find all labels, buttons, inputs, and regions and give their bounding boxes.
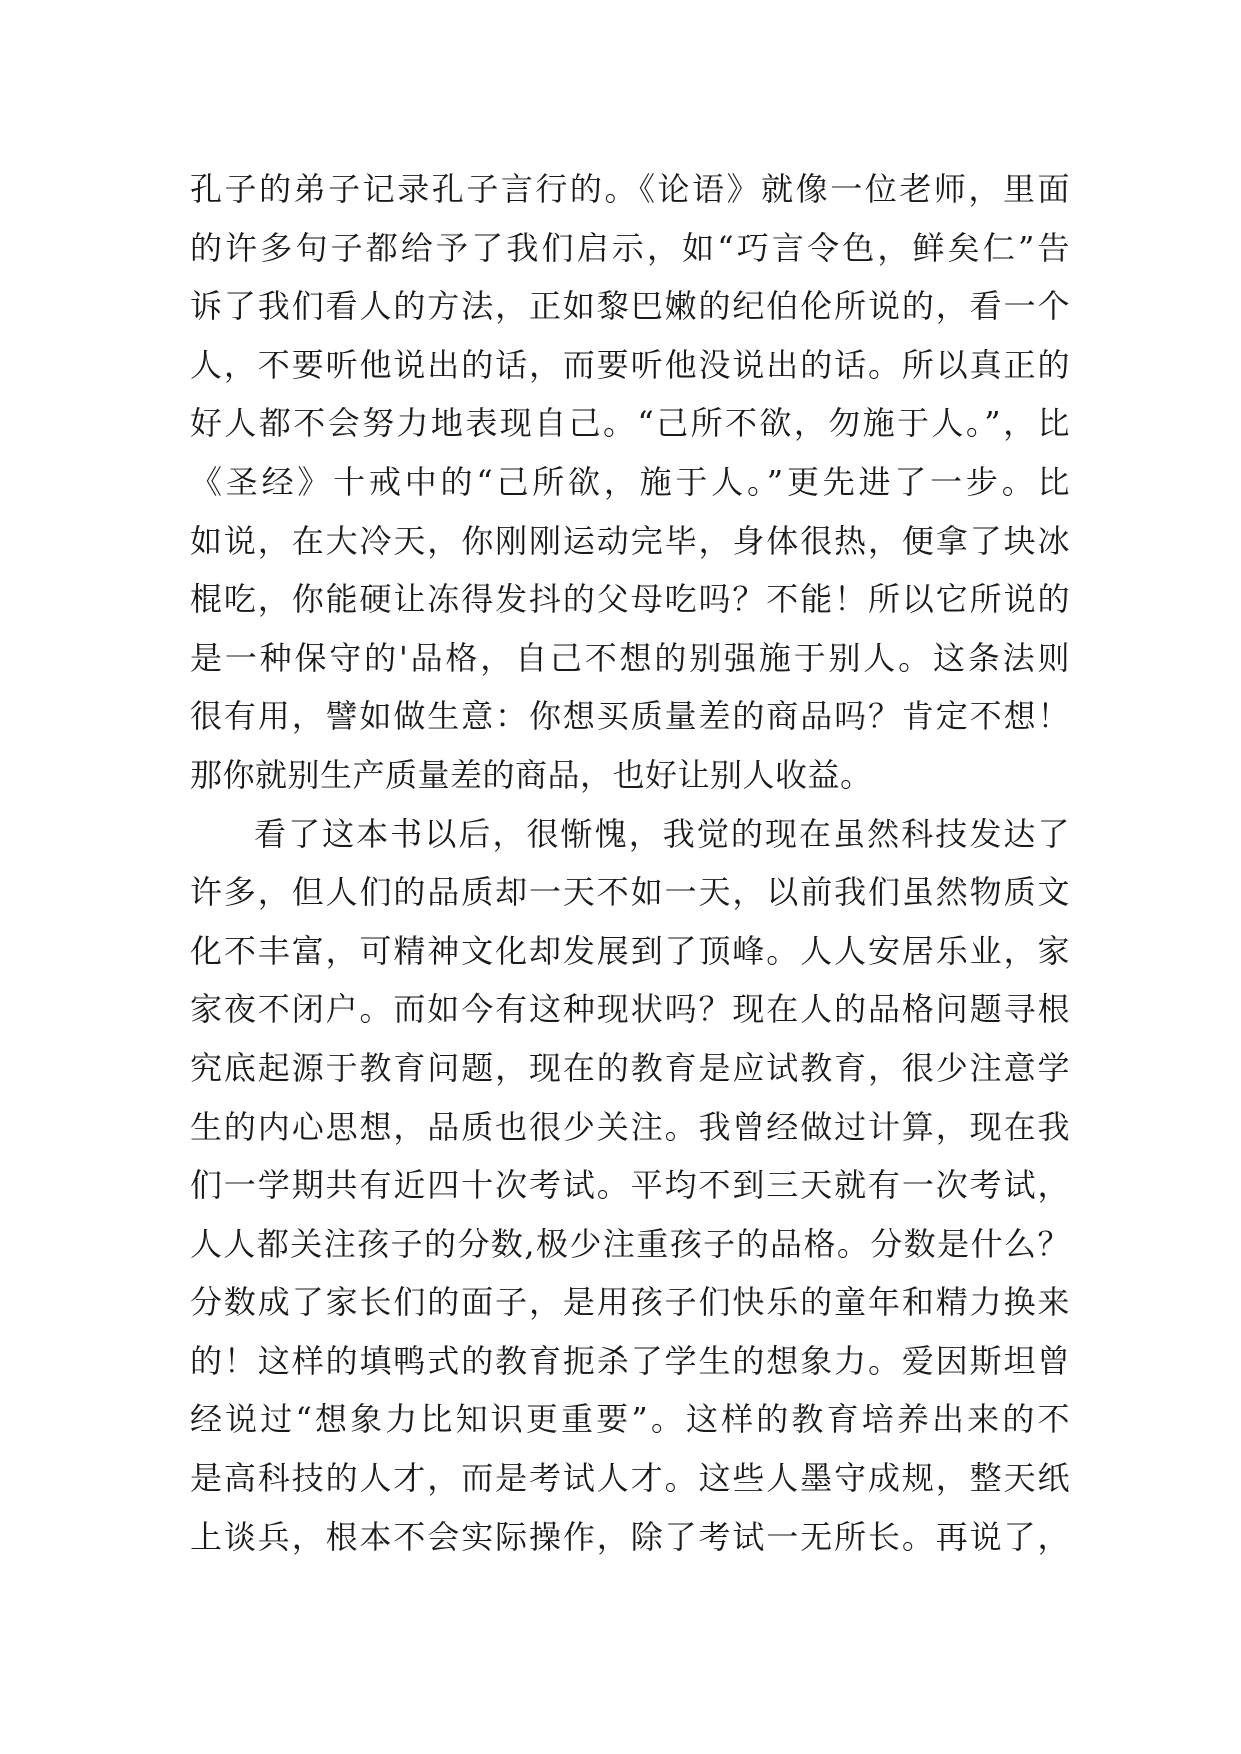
text-line: 的许多句子都给予了我们启示，如“巧言令色，鲜矣仁”告 — [190, 228, 1070, 267]
text-line: 究底起源于教育问题，现在的教育是应试教育，很少注意学 — [190, 1048, 1070, 1087]
text-line: 人人都关注孩子的分数,极少注重孩子的品格。分数是什么？ — [190, 1224, 1070, 1263]
text-line: 人，不要听他说出的话，而要听他没说出的话。所以真正的 — [190, 345, 1070, 384]
text-line: 很有用，譬如做生意：你想买质量差的商品吗？肯定不想！ — [190, 697, 1070, 736]
text-line: 如说，在大冷天，你刚刚运动完毕，身体很热，便拿了块冰 — [190, 521, 1070, 560]
text-line: 生的内心思想，品质也很少关注。我曾经做过计算，现在我 — [190, 1107, 1070, 1146]
text-line: 是高科技的人才，而是考试人才。这些人墨守成规，整天纸 — [190, 1459, 1070, 1498]
text-line: 《圣经》十戒中的“己所欲，施于人。”更先进了一步。比 — [190, 462, 1070, 501]
text-line: 诉了我们看人的方法，正如黎巴嫩的纪伯伦所说的，看一个 — [190, 287, 1070, 326]
text-line: 经说过“想象力比知识更重要”。这样的教育培养出来的不 — [190, 1400, 1070, 1439]
text-line: 化不丰富，可精神文化却发展到了顶峰。人人安居乐业，家 — [190, 931, 1070, 970]
text-line: 许多，但人们的品质却一天不如一天，以前我们虽然物质文 — [190, 873, 1070, 912]
text-line: 好人都不会努力地表现自己。“己所不欲，勿施于人。”，比 — [190, 404, 1070, 443]
text-line: 是一种保守的'品格，自己不想的别强施于别人。这条法则 — [190, 638, 1070, 677]
text-line: 家夜不闭户。而如今有这种现状吗？现在人的品格问题寻根 — [190, 990, 1070, 1029]
text-line: 棍吃，你能硬让冻得发抖的父母吃吗？不能！所以它所说的 — [190, 580, 1070, 619]
paragraph-end-line: 那你就别生产质量差的商品，也好让别人收益。 — [190, 755, 873, 794]
paragraph-first-line: 看了这本书以后，很惭愧，我觉的现在虽然科技发达了 — [254, 814, 1070, 853]
text-line: 孔子的弟子记录孔子言行的。《论语》就像一位老师，里面 — [190, 170, 1070, 208]
text-line: 上谈兵，根本不会实际操作，除了考试一无所长。再说了， — [190, 1517, 1070, 1556]
body-text — [190, 160, 1070, 1566]
text-line: 的！这样的填鸭式的教育扼杀了学生的想象力。爱因斯坦曾 — [190, 1341, 1070, 1380]
text-line: 们一学期共有近四十次考试。平均不到三天就有一次考试， — [190, 1166, 1070, 1205]
text-line: 分数成了家长们的面子，是用孩子们快乐的童年和精力换来 — [190, 1283, 1070, 1322]
